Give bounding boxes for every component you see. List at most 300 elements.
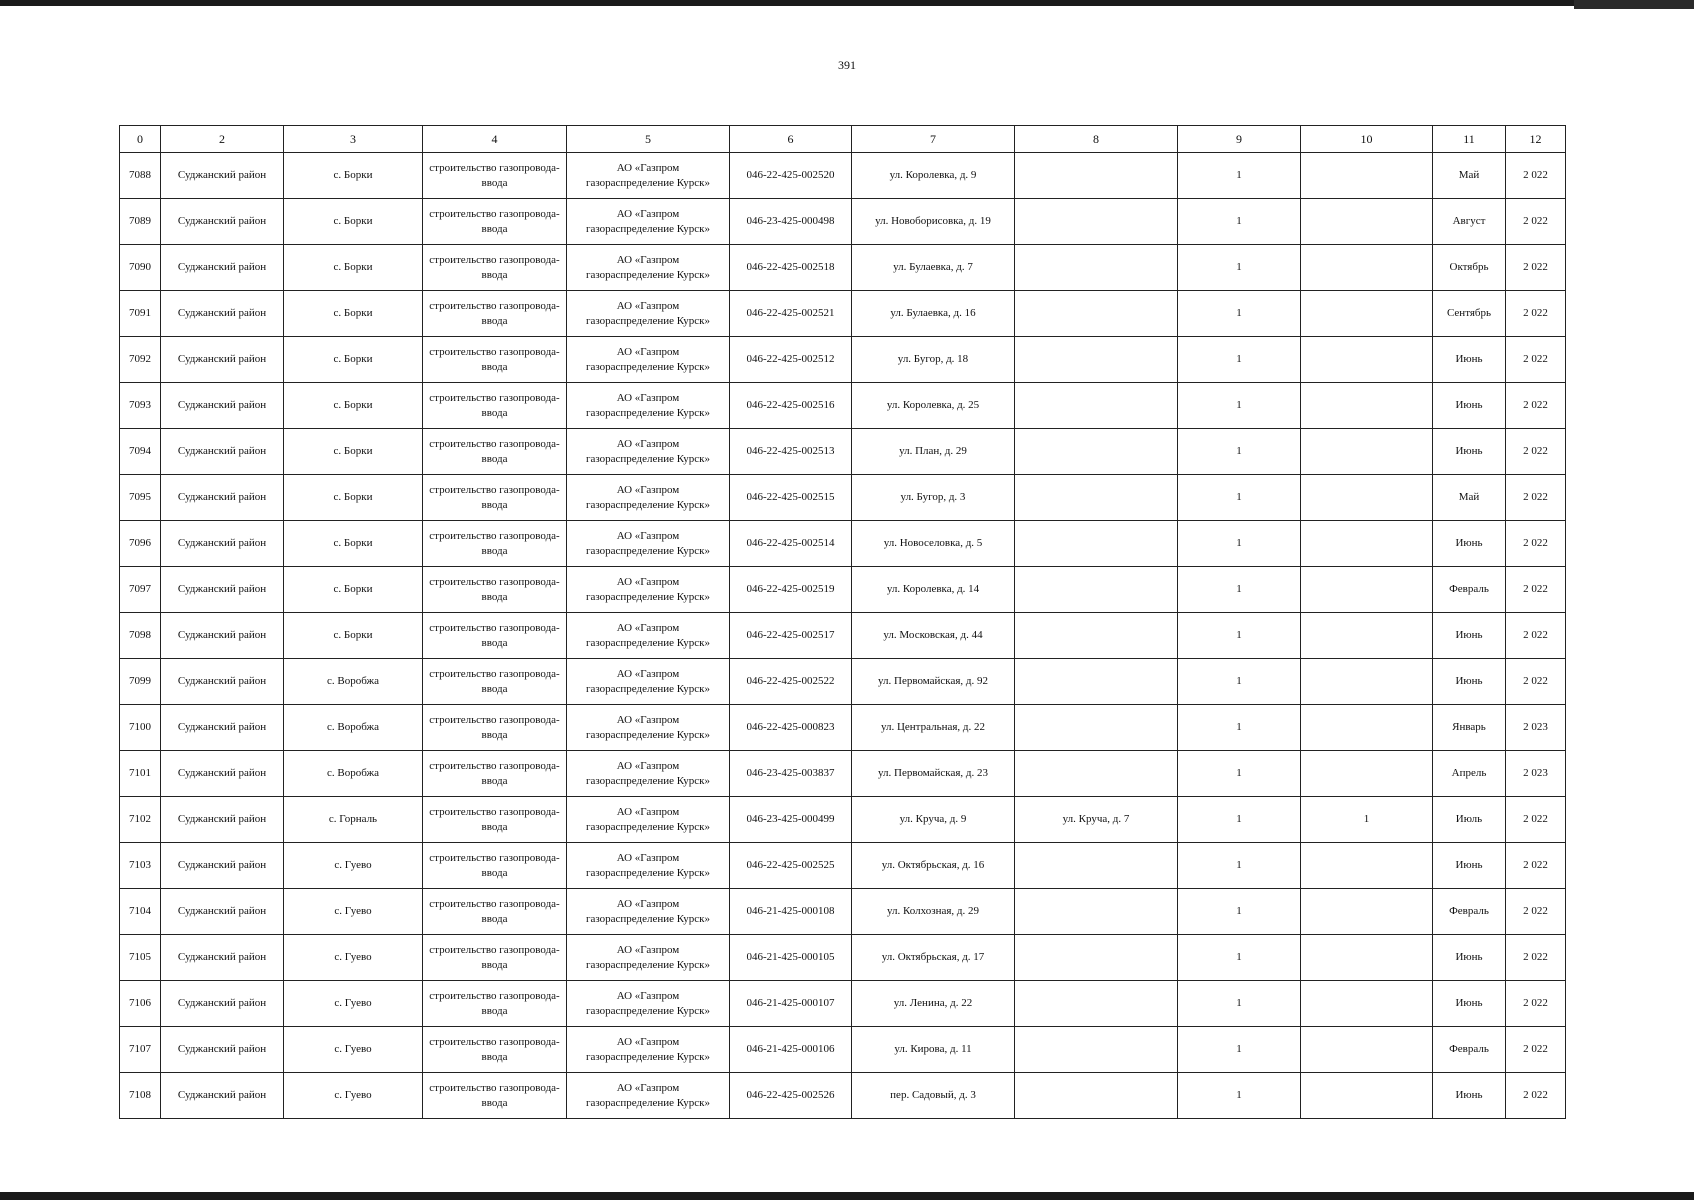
address-cell: ул. Новоборисовка, д. 19 — [852, 199, 1015, 245]
address-cell: ул. Королевка, д. 25 — [852, 383, 1015, 429]
settlement-cell: с. Гуево — [284, 843, 423, 889]
year-cell: 2 022 — [1506, 521, 1566, 567]
count-col10-cell — [1301, 705, 1433, 751]
district-cell: Суджанский район — [161, 843, 284, 889]
organization-cell — [567, 199, 730, 245]
organization-cell — [567, 751, 730, 797]
settlement-cell: с. Борки — [284, 567, 423, 613]
address-cell: ул. Ленина, д. 22 — [852, 981, 1015, 1027]
work-type-cell: строительство газопровода-ввода — [423, 1027, 567, 1073]
organization-line-1: АО «Газпром — [616, 391, 680, 404]
month-cell: Сентябрь — [1433, 291, 1506, 337]
count-col9-cell: 1 — [1178, 291, 1301, 337]
year-cell: 2 022 — [1506, 613, 1566, 659]
column-header: 11 — [1433, 126, 1506, 153]
work-type-cell: строительство газопровода-ввода — [423, 429, 567, 475]
table-row — [120, 935, 1566, 981]
year-cell: 2 022 — [1506, 475, 1566, 521]
organization-line-2: газораспределение Курск» — [585, 636, 711, 649]
work-type-cell: строительство газопровода-ввода — [423, 153, 567, 199]
year-cell: 2 022 — [1506, 981, 1566, 1027]
address2-cell — [1015, 751, 1178, 797]
register-table — [119, 125, 1566, 1119]
object-code-cell: 046-22-425-002512 — [730, 337, 852, 383]
object-code-cell: 046-22-425-002525 — [730, 843, 852, 889]
column-header: 4 — [423, 126, 567, 153]
count-col9-cell: 1 — [1178, 613, 1301, 659]
work-type-cell: строительство газопровода-ввода — [423, 659, 567, 705]
address-cell: ул. Круча, д. 9 — [852, 797, 1015, 843]
count-col10-cell — [1301, 751, 1433, 797]
address2-cell — [1015, 705, 1178, 751]
organization-cell — [567, 981, 730, 1027]
organization-cell — [567, 429, 730, 475]
month-cell: Июнь — [1433, 935, 1506, 981]
organization-line-1: АО «Газпром — [616, 529, 680, 542]
table-row — [120, 659, 1566, 705]
count-col10-cell — [1301, 981, 1433, 1027]
organization-line-2: газораспределение Курск» — [585, 728, 711, 741]
count-col9-cell: 1 — [1178, 521, 1301, 567]
work-type-cell: строительство газопровода-ввода — [423, 337, 567, 383]
column-header: 2 — [161, 126, 284, 153]
district-cell: Суджанский район — [161, 245, 284, 291]
organization-line-2: газораспределение Курск» — [585, 406, 711, 419]
organization-cell — [567, 613, 730, 659]
address2-cell — [1015, 613, 1178, 659]
work-type-cell: строительство газопровода-ввода — [423, 1073, 567, 1119]
month-cell: Июнь — [1433, 981, 1506, 1027]
organization-cell — [567, 337, 730, 383]
object-code-cell: 046-22-425-002516 — [730, 383, 852, 429]
row-number-cell: 7092 — [120, 337, 161, 383]
district-cell: Суджанский район — [161, 797, 284, 843]
settlement-cell: с. Борки — [284, 245, 423, 291]
address-cell: ул. Булаевка, д. 7 — [852, 245, 1015, 291]
organization-cell — [567, 153, 730, 199]
month-cell: Февраль — [1433, 567, 1506, 613]
object-code-cell: 046-21-425-000108 — [730, 889, 852, 935]
count-col10-cell — [1301, 613, 1433, 659]
address2-cell — [1015, 199, 1178, 245]
organization-cell — [567, 843, 730, 889]
row-number-cell: 7103 — [120, 843, 161, 889]
address-cell: ул. Октябрьская, д. 17 — [852, 935, 1015, 981]
year-cell: 2 022 — [1506, 383, 1566, 429]
work-type-cell: строительство газопровода-ввода — [423, 521, 567, 567]
count-col10-cell — [1301, 889, 1433, 935]
table-row — [120, 521, 1566, 567]
object-code-cell: 046-21-425-000105 — [730, 935, 852, 981]
address2-cell — [1015, 1027, 1178, 1073]
year-cell: 2 022 — [1506, 291, 1566, 337]
count-col10-cell — [1301, 1027, 1433, 1073]
year-cell: 2 022 — [1506, 199, 1566, 245]
row-number-cell: 7100 — [120, 705, 161, 751]
organization-line-1: АО «Газпром — [616, 667, 680, 680]
organization-line-1: АО «Газпром — [616, 207, 680, 220]
year-cell: 2 022 — [1506, 153, 1566, 199]
object-code-cell: 046-23-425-000499 — [730, 797, 852, 843]
settlement-cell: с. Воробжа — [284, 705, 423, 751]
count-col10-cell — [1301, 475, 1433, 521]
table-row — [120, 383, 1566, 429]
organization-line-2: газораспределение Курск» — [585, 866, 711, 879]
settlement-cell: с. Борки — [284, 153, 423, 199]
row-number-cell: 7095 — [120, 475, 161, 521]
scan-border-bottom — [0, 1192, 1694, 1200]
organization-line-2: газораспределение Курск» — [585, 544, 711, 557]
count-col9-cell: 1 — [1178, 843, 1301, 889]
address2-cell — [1015, 935, 1178, 981]
address2-cell — [1015, 1073, 1178, 1119]
count-col9-cell: 1 — [1178, 705, 1301, 751]
year-cell: 2 023 — [1506, 751, 1566, 797]
count-col9-cell: 1 — [1178, 567, 1301, 613]
object-code-cell: 046-22-425-002526 — [730, 1073, 852, 1119]
district-cell: Суджанский район — [161, 337, 284, 383]
organization-line-2: газораспределение Курск» — [585, 1004, 711, 1017]
table-header — [120, 126, 1566, 153]
address2-cell — [1015, 659, 1178, 705]
address2-cell — [1015, 337, 1178, 383]
organization-line-1: АО «Газпром — [616, 161, 680, 174]
organization-line-1: АО «Газпром — [616, 989, 680, 1002]
work-type-cell: строительство газопровода-ввода — [423, 797, 567, 843]
count-col9-cell: 1 — [1178, 751, 1301, 797]
organization-cell — [567, 705, 730, 751]
count-col10-cell — [1301, 245, 1433, 291]
organization-line-1: АО «Газпром — [616, 851, 680, 864]
organization-line-1: АО «Газпром — [616, 897, 680, 910]
district-cell: Суджанский район — [161, 981, 284, 1027]
organization-cell — [567, 383, 730, 429]
organization-cell — [567, 1073, 730, 1119]
table-row — [120, 291, 1566, 337]
row-number-cell: 7088 — [120, 153, 161, 199]
year-cell: 2 022 — [1506, 935, 1566, 981]
month-cell: Июнь — [1433, 383, 1506, 429]
address-cell: пер. Садовый, д. 3 — [852, 1073, 1015, 1119]
settlement-cell: с. Воробжа — [284, 751, 423, 797]
organization-line-1: АО «Газпром — [616, 805, 680, 818]
organization-line-2: газораспределение Курск» — [585, 314, 711, 327]
row-number-cell: 7102 — [120, 797, 161, 843]
month-cell: Апрель — [1433, 751, 1506, 797]
count-col10-cell — [1301, 199, 1433, 245]
district-cell: Суджанский район — [161, 383, 284, 429]
count-col10-cell: 1 — [1301, 797, 1433, 843]
address-cell: ул. Первомайская, д. 23 — [852, 751, 1015, 797]
object-code-cell: 046-21-425-000107 — [730, 981, 852, 1027]
table-row — [120, 337, 1566, 383]
table-row — [120, 245, 1566, 291]
count-col10-cell — [1301, 337, 1433, 383]
year-cell: 2 023 — [1506, 705, 1566, 751]
month-cell: Июнь — [1433, 659, 1506, 705]
count-col10-cell — [1301, 843, 1433, 889]
work-type-cell: строительство газопровода-ввода — [423, 935, 567, 981]
address2-cell — [1015, 291, 1178, 337]
month-cell: Июнь — [1433, 843, 1506, 889]
settlement-cell: с. Гуево — [284, 1073, 423, 1119]
count-col9-cell: 1 — [1178, 1027, 1301, 1073]
organization-cell — [567, 935, 730, 981]
organization-line-2: газораспределение Курск» — [585, 268, 711, 281]
row-number-cell: 7093 — [120, 383, 161, 429]
work-type-cell: строительство газопровода-ввода — [423, 567, 567, 613]
district-cell: Суджанский район — [161, 521, 284, 567]
district-cell: Суджанский район — [161, 705, 284, 751]
address2-cell — [1015, 153, 1178, 199]
month-cell: Февраль — [1433, 1027, 1506, 1073]
organization-cell — [567, 245, 730, 291]
settlement-cell: с. Гуево — [284, 889, 423, 935]
organization-line-1: АО «Газпром — [616, 575, 680, 588]
year-cell: 2 022 — [1506, 1027, 1566, 1073]
object-code-cell: 046-21-425-000106 — [730, 1027, 852, 1073]
count-col10-cell — [1301, 935, 1433, 981]
year-cell: 2 022 — [1506, 429, 1566, 475]
address2-cell — [1015, 429, 1178, 475]
district-cell: Суджанский район — [161, 153, 284, 199]
year-cell: 2 022 — [1506, 245, 1566, 291]
count-col9-cell: 1 — [1178, 475, 1301, 521]
settlement-cell: с. Гуево — [284, 981, 423, 1027]
column-header: 8 — [1015, 126, 1178, 153]
row-number-cell: 7106 — [120, 981, 161, 1027]
organization-line-1: АО «Газпром — [616, 437, 680, 450]
table-row — [120, 843, 1566, 889]
settlement-cell: с. Горналь — [284, 797, 423, 843]
count-col10-cell — [1301, 429, 1433, 475]
month-cell: Июнь — [1433, 337, 1506, 383]
column-header: 6 — [730, 126, 852, 153]
district-cell: Суджанский район — [161, 751, 284, 797]
count-col9-cell: 1 — [1178, 383, 1301, 429]
address2-cell — [1015, 383, 1178, 429]
address2-cell — [1015, 475, 1178, 521]
count-col10-cell — [1301, 291, 1433, 337]
month-cell: Май — [1433, 475, 1506, 521]
month-cell: Июнь — [1433, 429, 1506, 475]
count-col9-cell: 1 — [1178, 199, 1301, 245]
row-number-cell: 7090 — [120, 245, 161, 291]
settlement-cell: с. Борки — [284, 199, 423, 245]
count-col10-cell — [1301, 153, 1433, 199]
object-code-cell: 046-22-425-002519 — [730, 567, 852, 613]
object-code-cell: 046-22-425-002521 — [730, 291, 852, 337]
table-row — [120, 797, 1566, 843]
count-col9-cell: 1 — [1178, 659, 1301, 705]
month-cell: Февраль — [1433, 889, 1506, 935]
address2-cell — [1015, 245, 1178, 291]
organization-cell — [567, 567, 730, 613]
count-col10-cell — [1301, 521, 1433, 567]
count-col9-cell: 1 — [1178, 797, 1301, 843]
address2-cell — [1015, 981, 1178, 1027]
district-cell: Суджанский район — [161, 1027, 284, 1073]
organization-line-2: газораспределение Курск» — [585, 682, 711, 695]
table-row — [120, 199, 1566, 245]
district-cell: Суджанский район — [161, 199, 284, 245]
address-cell: ул. Колхозная, д. 29 — [852, 889, 1015, 935]
settlement-cell: с. Борки — [284, 291, 423, 337]
organization-line-1: АО «Газпром — [616, 759, 680, 772]
organization-line-2: газораспределение Курск» — [585, 1050, 711, 1063]
organization-line-2: газораспределение Курск» — [585, 774, 711, 787]
year-cell: 2 022 — [1506, 797, 1566, 843]
district-cell: Суджанский район — [161, 291, 284, 337]
address-cell: ул. Новоселовка, д. 5 — [852, 521, 1015, 567]
address-cell: ул. Королевка, д. 14 — [852, 567, 1015, 613]
month-cell: Июнь — [1433, 1073, 1506, 1119]
count-col9-cell: 1 — [1178, 429, 1301, 475]
organization-line-1: АО «Газпром — [616, 483, 680, 496]
object-code-cell: 046-22-425-002513 — [730, 429, 852, 475]
row-number-cell: 7108 — [120, 1073, 161, 1119]
scan-border-top-right — [1574, 0, 1694, 9]
organization-line-2: газораспределение Курск» — [585, 222, 711, 235]
table-row — [120, 429, 1566, 475]
organization-cell — [567, 291, 730, 337]
district-cell: Суджанский район — [161, 567, 284, 613]
row-number-cell: 7104 — [120, 889, 161, 935]
month-cell: Июнь — [1433, 613, 1506, 659]
address-cell: ул. Октябрьская, д. 16 — [852, 843, 1015, 889]
count-col9-cell: 1 — [1178, 245, 1301, 291]
column-header: 3 — [284, 126, 423, 153]
table-row — [120, 567, 1566, 613]
year-cell: 2 022 — [1506, 1073, 1566, 1119]
work-type-cell: строительство газопровода-ввода — [423, 705, 567, 751]
column-header: 7 — [852, 126, 1015, 153]
settlement-cell: с. Воробжа — [284, 659, 423, 705]
count-col10-cell — [1301, 567, 1433, 613]
year-cell: 2 022 — [1506, 567, 1566, 613]
month-cell: Октябрь — [1433, 245, 1506, 291]
row-number-cell: 7097 — [120, 567, 161, 613]
count-col9-cell: 1 — [1178, 935, 1301, 981]
work-type-cell: строительство газопровода-ввода — [423, 889, 567, 935]
district-cell: Суджанский район — [161, 613, 284, 659]
organization-line-2: газораспределение Курск» — [585, 820, 711, 833]
table-row — [120, 705, 1566, 751]
work-type-cell: строительство газопровода-ввода — [423, 291, 567, 337]
year-cell: 2 022 — [1506, 659, 1566, 705]
table-row — [120, 1027, 1566, 1073]
table-row — [120, 889, 1566, 935]
month-cell: Май — [1433, 153, 1506, 199]
table-row — [120, 475, 1566, 521]
row-number-cell: 7099 — [120, 659, 161, 705]
organization-line-1: АО «Газпром — [616, 943, 680, 956]
organization-line-2: газораспределение Курск» — [585, 176, 711, 189]
column-header: 0 — [120, 126, 161, 153]
count-col9-cell: 1 — [1178, 337, 1301, 383]
object-code-cell: 046-22-425-002520 — [730, 153, 852, 199]
settlement-cell: с. Борки — [284, 429, 423, 475]
organization-line-1: АО «Газпром — [616, 713, 680, 726]
work-type-cell: строительство газопровода-ввода — [423, 751, 567, 797]
organization-line-2: газораспределение Курск» — [585, 498, 711, 511]
organization-line-1: АО «Газпром — [616, 1081, 680, 1094]
year-cell: 2 022 — [1506, 337, 1566, 383]
address2-cell: ул. Круча, д. 7 — [1015, 797, 1178, 843]
work-type-cell: строительство газопровода-ввода — [423, 245, 567, 291]
work-type-cell: строительство газопровода-ввода — [423, 613, 567, 659]
address2-cell — [1015, 843, 1178, 889]
work-type-cell: строительство газопровода-ввода — [423, 199, 567, 245]
object-code-cell: 046-22-425-002515 — [730, 475, 852, 521]
header-row — [120, 126, 1566, 153]
count-col9-cell: 1 — [1178, 1073, 1301, 1119]
work-type-cell: строительство газопровода-ввода — [423, 383, 567, 429]
district-cell: Суджанский район — [161, 475, 284, 521]
district-cell: Суджанский район — [161, 659, 284, 705]
settlement-cell: с. Борки — [284, 337, 423, 383]
organization-cell — [567, 521, 730, 567]
organization-line-1: АО «Газпром — [616, 345, 680, 358]
organization-line-2: газораспределение Курск» — [585, 958, 711, 971]
object-code-cell: 046-22-425-002518 — [730, 245, 852, 291]
count-col10-cell — [1301, 1073, 1433, 1119]
organization-cell — [567, 475, 730, 521]
organization-line-1: АО «Газпром — [616, 253, 680, 266]
address-cell: ул. Кирова, д. 11 — [852, 1027, 1015, 1073]
organization-cell — [567, 889, 730, 935]
month-cell: Январь — [1433, 705, 1506, 751]
organization-line-2: газораспределение Курск» — [585, 590, 711, 603]
count-col9-cell: 1 — [1178, 889, 1301, 935]
object-code-cell: 046-22-425-002517 — [730, 613, 852, 659]
organization-line-2: газораспределение Курск» — [585, 360, 711, 373]
row-number-cell: 7096 — [120, 521, 161, 567]
row-number-cell: 7098 — [120, 613, 161, 659]
organization-line-2: газораспределение Курск» — [585, 912, 711, 925]
address2-cell — [1015, 521, 1178, 567]
row-number-cell: 7091 — [120, 291, 161, 337]
settlement-cell: с. Борки — [284, 383, 423, 429]
work-type-cell: строительство газопровода-ввода — [423, 475, 567, 521]
organization-line-1: АО «Газпром — [616, 299, 680, 312]
settlement-cell: с. Гуево — [284, 1027, 423, 1073]
month-cell: Август — [1433, 199, 1506, 245]
table-row — [120, 613, 1566, 659]
column-header: 5 — [567, 126, 730, 153]
address-cell: ул. Московская, д. 44 — [852, 613, 1015, 659]
table-row — [120, 751, 1566, 797]
object-code-cell: 046-22-425-000823 — [730, 705, 852, 751]
settlement-cell: с. Гуево — [284, 935, 423, 981]
page-number: 391 — [838, 58, 856, 72]
address2-cell — [1015, 567, 1178, 613]
year-cell: 2 022 — [1506, 889, 1566, 935]
year-cell: 2 022 — [1506, 843, 1566, 889]
address2-cell — [1015, 889, 1178, 935]
address-cell: ул. Центральная, д. 22 — [852, 705, 1015, 751]
district-cell: Суджанский район — [161, 1073, 284, 1119]
object-code-cell: 046-22-425-002514 — [730, 521, 852, 567]
column-header: 10 — [1301, 126, 1433, 153]
table-row — [120, 981, 1566, 1027]
work-type-cell: строительство газопровода-ввода — [423, 843, 567, 889]
column-header: 12 — [1506, 126, 1566, 153]
table-body — [120, 153, 1566, 1119]
address-cell: ул. Булаевка, д. 16 — [852, 291, 1015, 337]
count-col9-cell: 1 — [1178, 153, 1301, 199]
month-cell: Июль — [1433, 797, 1506, 843]
